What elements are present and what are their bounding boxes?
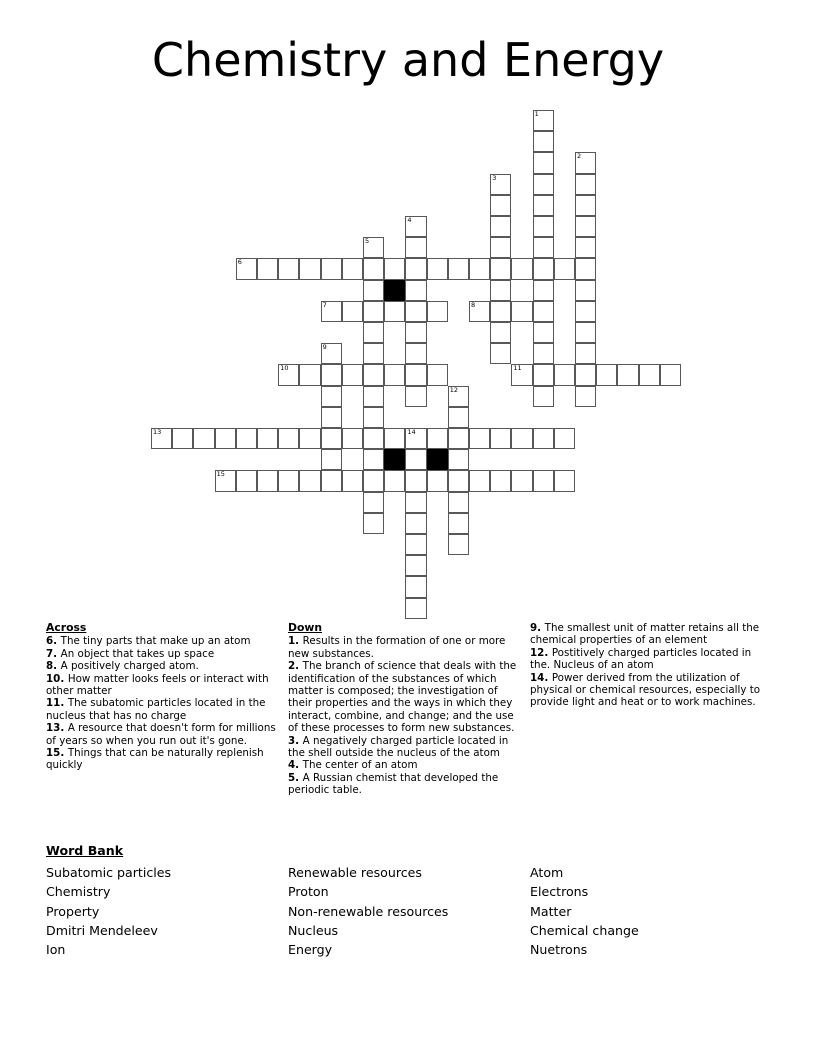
grid-cell[interactable] [321, 386, 342, 407]
grid-cell[interactable] [427, 470, 448, 491]
grid-cell[interactable] [405, 216, 426, 237]
grid-cell[interactable] [575, 174, 596, 195]
grid-cell[interactable] [215, 428, 236, 449]
grid-cell[interactable] [511, 364, 532, 385]
word-bank-grid [46, 863, 786, 959]
grid-cell[interactable] [342, 364, 363, 385]
grid-cell[interactable] [639, 364, 660, 385]
word-bank-section [46, 843, 786, 959]
grid-cell[interactable] [490, 470, 511, 491]
grid-cell[interactable] [299, 428, 320, 449]
grid-cell[interactable] [490, 258, 511, 279]
down-clue-number: 2. [288, 660, 303, 673]
grid-cell[interactable] [533, 195, 554, 216]
word-bank-item: Energy [288, 942, 333, 958]
overflow-clue-number: 14. [530, 671, 552, 684]
grid-cell[interactable] [511, 301, 532, 322]
across-clue [46, 673, 278, 698]
grid-cell[interactable] [299, 364, 320, 385]
down-clue [288, 772, 521, 797]
across-clue-number: 7. [46, 647, 61, 660]
grid-cell[interactable] [533, 258, 554, 279]
across-clue-text: A positively charged atom. [60, 660, 199, 673]
grid-cell[interactable] [448, 492, 469, 513]
word-bank-item: Chemistry [46, 884, 111, 900]
across-clue [46, 660, 278, 672]
grid-cell[interactable] [469, 470, 490, 491]
grid-cell[interactable] [321, 258, 342, 279]
grid-cell[interactable] [490, 216, 511, 237]
grid-cell[interactable] [363, 258, 384, 279]
grid-cell[interactable] [321, 301, 342, 322]
grid-cell[interactable] [427, 258, 448, 279]
down-heading: Down [288, 621, 323, 634]
grid-cell[interactable] [575, 195, 596, 216]
grid-cell[interactable] [533, 110, 554, 131]
grid-cell[interactable] [490, 343, 511, 364]
cell-number: 5 [365, 237, 370, 246]
grid-cell[interactable] [511, 470, 532, 491]
grid-cell[interactable] [533, 131, 554, 152]
grid-cell[interactable] [533, 237, 554, 258]
across-clue-text: How matter looks feels or interact with other matter [46, 672, 269, 698]
across-clue-text: A resource that doesn't form for millions of years so when you run out it's gone. [46, 722, 276, 747]
grid-cell[interactable] [278, 428, 299, 449]
grid-cell[interactable] [554, 428, 575, 449]
grid-cell[interactable] [448, 407, 469, 428]
grid-cell[interactable] [554, 364, 575, 385]
grid-cell[interactable] [533, 301, 554, 322]
cell-number: 7 [322, 300, 327, 309]
page-title: Chemistry and Energy [151, 33, 665, 87]
grid-cell[interactable] [469, 258, 490, 279]
clues-down-column [288, 622, 521, 797]
cell-number: 14 [407, 428, 416, 436]
word-bank-item: Property [46, 903, 100, 919]
grid-cell[interactable] [448, 513, 469, 534]
grid-cell[interactable] [490, 322, 511, 343]
across-heading: Across [46, 621, 87, 634]
grid-cell[interactable] [511, 428, 532, 449]
across-clue [46, 697, 278, 722]
word-bank-item: Chemical change [530, 922, 639, 938]
grid-cell[interactable] [533, 470, 554, 491]
word-bank-item: Matter [530, 903, 572, 919]
grid-cell[interactable] [405, 576, 426, 597]
grid-cell[interactable] [405, 555, 426, 576]
grid-cell[interactable] [511, 258, 532, 279]
grid-block-cell [427, 449, 448, 470]
grid-cell[interactable] [533, 322, 554, 343]
grid-cell[interactable] [384, 301, 405, 322]
across-clue-number: 11. [46, 697, 68, 710]
word-bank-column [530, 863, 772, 959]
grid-cell[interactable] [533, 152, 554, 173]
down-clue-text: The branch of science that deals with the identification of the substances of which matter is composed; the investigation of their properties and the ways in which they interact, combine, and change; and the use of these processes to form new substances. [288, 660, 517, 735]
across-clue [46, 648, 278, 660]
across-clue [46, 722, 278, 747]
word-bank-column [288, 863, 530, 959]
grid-cell[interactable] [427, 428, 448, 449]
cell-number: 8 [471, 300, 476, 309]
grid-cell[interactable] [405, 237, 426, 258]
overflow-clue-text: Power derived from the utilization of physical or chemical resources, especially to provide light and heat or to work machines. [530, 671, 761, 709]
grid-cell[interactable] [278, 258, 299, 279]
grid-cell[interactable] [427, 364, 448, 385]
across-clue-number: 15. [46, 747, 68, 760]
grid-cell[interactable] [405, 513, 426, 534]
grid-cell[interactable] [321, 428, 342, 449]
grid-cell[interactable] [363, 280, 384, 301]
grid-cell[interactable] [363, 492, 384, 513]
grid-cell[interactable] [490, 301, 511, 322]
grid-cell[interactable] [363, 364, 384, 385]
word-bank-item: Dmitri Mendeleev [46, 922, 158, 938]
grid-cell[interactable] [617, 364, 638, 385]
word-bank-item: Nuetrons [530, 942, 588, 958]
grid-cell[interactable] [278, 364, 299, 385]
grid-cell[interactable] [554, 470, 575, 491]
overflow-clue-number: 12. [530, 646, 552, 659]
overflow-clue-text: The smallest unit of matter retains all the chemical properties of an element [530, 622, 760, 647]
grid-cell[interactable] [490, 428, 511, 449]
down-clue-number: 3. [288, 734, 303, 747]
grid-cell[interactable] [469, 428, 490, 449]
grid-cell[interactable] [321, 364, 342, 385]
grid-cell[interactable] [405, 280, 426, 301]
grid-cell[interactable] [321, 343, 342, 364]
grid-cell[interactable] [151, 428, 172, 449]
down-clue-text: A negatively charged particle located in the shell outside the nucleus of the atom [288, 734, 509, 760]
grid-cell[interactable] [533, 174, 554, 195]
cell-number: 13 [153, 428, 162, 436]
grid-cell[interactable] [533, 343, 554, 364]
cell-number: 1 [534, 110, 539, 118]
down-clue-text: The center of an atom [302, 759, 418, 772]
clues-overflow-column [530, 622, 770, 709]
cell-number: 2 [577, 152, 582, 161]
across-clue-text: An object that takes up space [60, 647, 215, 660]
across-clue-text: The tiny parts that make up an atom [60, 635, 251, 648]
down-clue-text: Results in the formation of one or more new substances. [288, 635, 506, 660]
grid-cell[interactable] [363, 386, 384, 407]
across-clue-number: 13. [46, 722, 68, 735]
grid-cell[interactable] [363, 513, 384, 534]
grid-cell[interactable] [193, 428, 214, 449]
grid-cell[interactable] [363, 449, 384, 470]
clues-across-column [46, 622, 278, 772]
cell-number: 9 [322, 343, 327, 352]
clues-section [0, 622, 816, 837]
grid-cell[interactable] [575, 301, 596, 322]
grid-cell[interactable] [363, 301, 384, 322]
cell-number: 6 [237, 258, 242, 267]
crossword-grid-container [0, 100, 816, 560]
cell-number: 10 [280, 364, 289, 373]
grid-cell[interactable] [575, 280, 596, 301]
grid-cell[interactable] [448, 386, 469, 407]
grid-cell[interactable] [321, 407, 342, 428]
down-clue [288, 735, 521, 760]
grid-cell[interactable] [533, 216, 554, 237]
grid-cell[interactable] [257, 428, 278, 449]
grid-cell[interactable] [448, 449, 469, 470]
word-bank-item: Non-renewable resources [288, 903, 449, 919]
grid-cell[interactable] [257, 258, 278, 279]
grid-cell[interactable] [299, 258, 320, 279]
grid-cell[interactable] [427, 301, 448, 322]
grid-cell[interactable] [660, 364, 681, 385]
grid-cell[interactable] [405, 470, 426, 491]
across-clue-text: Things that can be naturally replenish quickly [46, 747, 264, 772]
grid-cell[interactable] [554, 258, 575, 279]
grid-cell[interactable] [236, 470, 257, 491]
down-clue-number: 1. [288, 635, 303, 648]
grid-cell[interactable] [321, 470, 342, 491]
grid-cell[interactable] [278, 470, 299, 491]
grid-cell[interactable] [533, 428, 554, 449]
grid-cell[interactable] [405, 449, 426, 470]
word-bank-item: Nucleus [288, 922, 339, 938]
cell-number: 4 [407, 216, 412, 224]
word-bank-item: Ion [46, 942, 66, 958]
grid-cell[interactable] [575, 343, 596, 364]
grid-cell[interactable] [384, 470, 405, 491]
grid-cell[interactable] [257, 470, 278, 491]
grid-cell[interactable] [405, 364, 426, 385]
grid-cell[interactable] [405, 386, 426, 407]
across-clue [46, 747, 278, 772]
cell-number: 12 [449, 385, 459, 394]
grid-cell[interactable] [384, 428, 405, 449]
down-clue-text: A Russian chemist that developed the periodic table. [288, 771, 499, 797]
down-clue [288, 635, 521, 660]
grid-cell[interactable] [172, 428, 193, 449]
grid-cell[interactable] [405, 343, 426, 364]
grid-block-cell [384, 280, 405, 301]
grid-cell[interactable] [596, 364, 617, 385]
overflow-clue [530, 622, 770, 647]
grid-cell[interactable] [533, 280, 554, 301]
grid-cell[interactable] [405, 258, 426, 279]
grid-cell[interactable] [405, 492, 426, 513]
down-clue [288, 759, 521, 771]
grid-cell[interactable] [363, 237, 384, 258]
word-bank-column [46, 863, 288, 959]
down-clue-number: 5. [288, 771, 303, 784]
grid-cell[interactable] [448, 428, 469, 449]
grid-cell[interactable] [448, 258, 469, 279]
grid-cell[interactable] [342, 470, 363, 491]
cell-number: 15 [216, 470, 225, 479]
grid-cell[interactable] [575, 216, 596, 237]
grid-cell[interactable] [533, 386, 554, 407]
across-clue-number: 8. [46, 660, 61, 673]
grid-cell[interactable] [363, 322, 384, 343]
cell-number: 11 [513, 364, 522, 373]
grid-cell[interactable] [363, 343, 384, 364]
grid-cell[interactable] [575, 364, 596, 385]
word-bank-item: Electrons [530, 884, 589, 900]
grid-cell[interactable] [236, 258, 257, 279]
grid-cell[interactable] [405, 428, 426, 449]
grid-cell[interactable] [469, 301, 490, 322]
grid-cell[interactable] [299, 470, 320, 491]
grid-cell[interactable] [490, 195, 511, 216]
grid-cell[interactable] [384, 258, 405, 279]
grid-cell[interactable] [236, 428, 257, 449]
overflow-clue-text: Postitively charged particles located in the. Nucleus of an atom [530, 646, 752, 672]
grid-cell[interactable] [342, 258, 363, 279]
grid-cell[interactable] [575, 258, 596, 279]
grid-cell[interactable] [490, 174, 511, 195]
overflow-clue [530, 672, 770, 709]
grid-cell[interactable] [575, 322, 596, 343]
across-clue-list [46, 635, 278, 771]
word-bank-heading: Word Bank [46, 843, 124, 858]
cell-number: 3 [492, 173, 497, 182]
down-clue-number: 4. [288, 759, 303, 772]
word-bank-item: Proton [288, 884, 329, 900]
grid-cell[interactable] [575, 152, 596, 173]
across-clue-text: The subatomic particles located in the nucleus that has no charge [46, 697, 266, 722]
grid-cell[interactable] [363, 470, 384, 491]
grid-cell[interactable] [448, 534, 469, 555]
grid-block-cell [384, 449, 405, 470]
grid-cell[interactable] [575, 386, 596, 407]
word-bank-item: Atom [530, 865, 564, 880]
grid-cell[interactable] [363, 428, 384, 449]
across-clue-number: 6. [46, 635, 61, 648]
grid-cell[interactable] [575, 237, 596, 258]
word-bank-item: Renewable resources [288, 865, 422, 880]
across-clue [46, 635, 278, 647]
grid-cell[interactable] [405, 301, 426, 322]
grid-cell[interactable] [490, 280, 511, 301]
word-bank-item: Subatomic particles [46, 865, 172, 880]
grid-cell[interactable] [533, 364, 554, 385]
grid-cell[interactable] [363, 407, 384, 428]
across-clue-number: 10. [46, 672, 68, 685]
grid-cell[interactable] [384, 364, 405, 385]
down-clue-list [288, 635, 521, 796]
grid-cell[interactable] [405, 598, 426, 619]
grid-cell[interactable] [405, 322, 426, 343]
grid-cell[interactable] [342, 428, 363, 449]
grid-cell[interactable] [215, 470, 236, 491]
overflow-clue-number: 9. [530, 622, 545, 634]
grid-cell[interactable] [490, 237, 511, 258]
grid-cell[interactable] [342, 301, 363, 322]
grid-cell[interactable] [405, 534, 426, 555]
grid-cell[interactable] [321, 449, 342, 470]
down-clue [288, 660, 521, 734]
grid-cell[interactable] [448, 470, 469, 491]
overflow-clue [530, 647, 770, 672]
overflow-clue-list [530, 622, 770, 709]
